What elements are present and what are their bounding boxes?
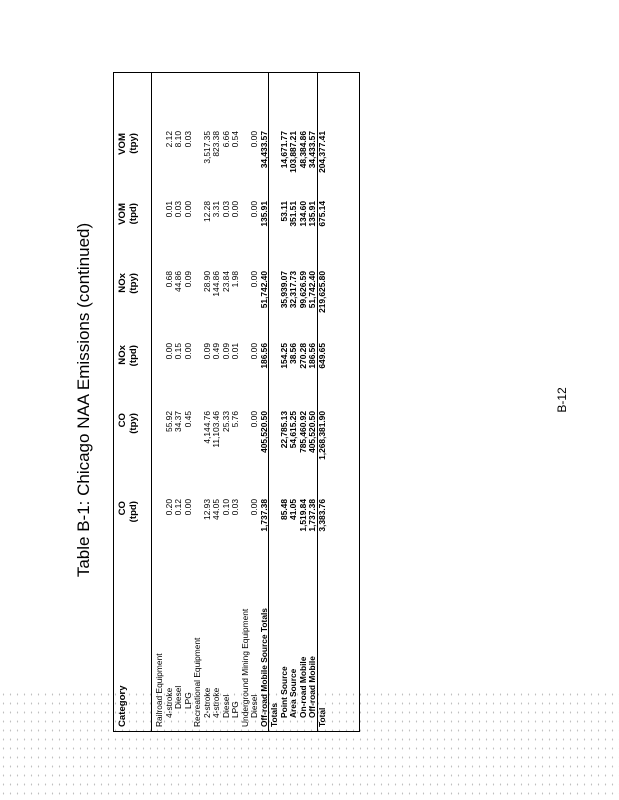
row-label: LPG <box>230 701 240 718</box>
cell-co-tpd: 0.00 <box>182 499 193 516</box>
cell-vom-tpy: 103,887.21 <box>288 131 298 173</box>
cell-co-tpd: 1,737.38 <box>307 499 317 532</box>
row-label: Recreational Equipment <box>192 637 202 727</box>
cell-nox-tpy: 32,317.73 <box>288 271 298 309</box>
table-row <box>318 73 327 731</box>
cell-vom-tpy: 8.10 <box>173 131 183 148</box>
cell-vom-tpd: 12.28 <box>201 201 212 222</box>
cell-vom-tpd: 0.00 <box>230 201 240 218</box>
cell-nox-tpy: 99,626.59 <box>297 271 308 309</box>
cell-vom-tpd: 135.91 <box>307 201 317 227</box>
cell-vom-tpy: 34,433.57 <box>307 131 317 169</box>
row-label: Totals <box>269 702 279 727</box>
table-row <box>212 73 221 731</box>
rotated-table-container <box>113 72 360 732</box>
cell-co-tpy: 55.92 <box>163 411 174 432</box>
cell-co-tpd: 0.12 <box>173 499 183 516</box>
cell-co-tpd: 41.05 <box>288 499 298 520</box>
cell-vom-tpd: 0.03 <box>173 201 183 218</box>
cell-nox-tpy: 144.86 <box>211 271 221 297</box>
row-label: 2-stroke <box>201 687 212 718</box>
cell-vom-tpy: 0.00 <box>249 131 259 148</box>
table-row <box>241 73 250 731</box>
cell-nox-tpd: 0.01 <box>230 343 240 360</box>
cell-nox-tpd: 0.09 <box>220 343 231 360</box>
row-label: 4-stroke <box>211 687 221 718</box>
cell-co-tpd: 85.48 <box>278 499 289 520</box>
cell-vom-tpy: 6.66 <box>220 131 231 148</box>
cell-nox-tpd: 649.65 <box>316 343 327 369</box>
cell-co-tpy: 1,268,381.90 <box>316 411 327 460</box>
header-vom-tpy: VOM (tpy) <box>117 133 139 155</box>
cell-nox-tpd: 154.25 <box>278 343 289 369</box>
table-title: Table B-1: Chicago NAA Emissions (continued) <box>74 222 93 578</box>
cell-vom-tpd: 0.03 <box>220 201 231 218</box>
cell-co-tpy: 11,103.46 <box>211 411 221 448</box>
table-row <box>308 73 317 731</box>
row-label: Diesel <box>220 694 231 718</box>
cell-nox-tpd: 186.56 <box>307 343 317 369</box>
cell-vom-tpd: 351.51 <box>288 201 298 227</box>
cell-co-tpd: 0.10 <box>220 499 231 516</box>
cell-co-tpd: 1,737.38 <box>258 499 269 532</box>
cell-nox-tpy: 0.09 <box>182 271 193 288</box>
table-header <box>114 73 152 731</box>
cell-vom-tpy: 204,377.41 <box>316 131 327 173</box>
cell-co-tpy: 54,615.25 <box>288 411 298 449</box>
cell-nox-tpy: 51,742.40 <box>307 271 317 309</box>
cell-co-tpy: 785,460.92 <box>297 411 308 453</box>
cell-nox-tpd: 0.49 <box>211 343 221 360</box>
cell-co-tpy: 4,144.76 <box>201 411 212 444</box>
cell-vom-tpy: 14,671.77 <box>278 131 289 169</box>
cell-nox-tpd: 0.15 <box>173 343 183 360</box>
cell-vom-tpd: 53.11 <box>278 201 289 222</box>
table-row <box>299 73 308 731</box>
cell-nox-tpy: 0.00 <box>249 271 259 288</box>
cell-co-tpy: 0.45 <box>182 411 193 428</box>
cell-co-tpy: 25.33 <box>220 411 231 432</box>
row-label: Diesel <box>249 694 259 718</box>
cell-nox-tpd: 0.00 <box>182 343 193 360</box>
cell-nox-tpy: 1.98 <box>230 271 240 288</box>
cell-co-tpd: 0.00 <box>249 499 259 516</box>
header-category: Category <box>117 685 128 727</box>
row-label: Off-road Mobile <box>307 656 317 718</box>
cell-co-tpd: 12.93 <box>201 499 212 520</box>
row-label: On-road Mobile <box>297 656 308 718</box>
row-label: Underground Mining Equipment <box>239 608 250 727</box>
totals-divider <box>268 73 269 731</box>
cell-vom-tpd: 0.01 <box>163 201 174 218</box>
cell-co-tpy: 405,520.50 <box>258 411 269 453</box>
cell-co-tpy: 0.00 <box>249 411 259 428</box>
table-row <box>155 73 164 731</box>
cell-vom-tpd: 0.00 <box>182 201 193 218</box>
row-label: Area Source <box>288 668 298 718</box>
table-row <box>193 73 202 731</box>
cell-nox-tpy: 51,742.40 <box>258 271 269 309</box>
cell-nox-tpd: 270.28 <box>297 343 308 369</box>
header-nox-tpy: NOx (tpy) <box>117 273 139 294</box>
cell-vom-tpd: 134.60 <box>297 201 308 227</box>
cell-nox-tpy: 44.86 <box>173 271 183 292</box>
page-number: B-12 <box>555 387 569 413</box>
cell-vom-tpd: 135.91 <box>258 201 269 227</box>
cell-co-tpy: 22,785.13 <box>278 411 289 449</box>
cell-nox-tpy: 35,939.07 <box>278 271 289 309</box>
row-label: 4-stroke <box>163 687 174 718</box>
header-nox-tpd: NOx (tpd) <box>117 345 139 367</box>
cell-vom-tpd: 0.00 <box>249 201 259 218</box>
row-label: Railroad Equipment <box>154 653 164 727</box>
cell-nox-tpy: 28.90 <box>201 271 212 292</box>
cell-vom-tpy: 48,384.86 <box>297 131 308 169</box>
row-label: Point Source <box>278 666 289 718</box>
cell-nox-tpy: 23.84 <box>220 271 231 292</box>
cell-co-tpd: 1,519.84 <box>297 499 308 532</box>
table-row <box>165 73 174 731</box>
cell-nox-tpd: 186.56 <box>258 343 269 369</box>
table-row <box>270 73 279 731</box>
row-label: Off-road Mobile Source Totals <box>258 608 269 727</box>
row-label: LPG <box>182 692 193 709</box>
cell-vom-tpy: 0.03 <box>182 131 193 148</box>
cell-co-tpd: 0.20 <box>163 499 174 516</box>
header-vom-tpd: VOM (tpd) <box>117 203 139 225</box>
cell-nox-tpy: 219,625.80 <box>316 271 327 313</box>
cell-co-tpy: 405,520.50 <box>307 411 317 453</box>
cell-co-tpd: 0.03 <box>230 499 240 516</box>
cell-vom-tpd: 675.14 <box>316 201 327 227</box>
cell-vom-tpy: 34,433.57 <box>258 131 269 169</box>
row-label: Total <box>316 707 327 727</box>
cell-vom-tpy: 0.54 <box>230 131 240 148</box>
cell-co-tpd: 44.05 <box>211 499 221 520</box>
cell-co-tpy: 5.76 <box>230 411 240 428</box>
header-co-tpy: CO (tpy) <box>117 413 139 434</box>
cell-nox-tpd: 0.00 <box>163 343 174 360</box>
table-row <box>231 73 240 731</box>
cell-co-tpd: 3,383.76 <box>316 499 327 532</box>
table-row <box>222 73 231 731</box>
cell-vom-tpy: 3,517.35 <box>201 131 212 164</box>
table-row <box>184 73 193 731</box>
header-co-tpd: CO (tpd) <box>117 501 139 523</box>
table-row <box>203 73 212 731</box>
row-label: Diesel <box>173 685 183 709</box>
cell-nox-tpy: 0.68 <box>163 271 174 288</box>
table-row <box>289 73 298 731</box>
cell-vom-tpy: 823.38 <box>211 131 221 157</box>
cell-nox-tpd: 0.00 <box>249 343 259 360</box>
cell-nox-tpd: 38.56 <box>288 343 298 364</box>
cell-co-tpy: 34.37 <box>173 411 183 432</box>
cell-vom-tpd: 3.31 <box>211 201 221 218</box>
cell-vom-tpy: 2.12 <box>163 131 174 148</box>
cell-nox-tpd: 0.09 <box>201 343 212 360</box>
table-row <box>250 73 259 731</box>
emissions-table <box>113 72 360 732</box>
table-row <box>174 73 183 731</box>
